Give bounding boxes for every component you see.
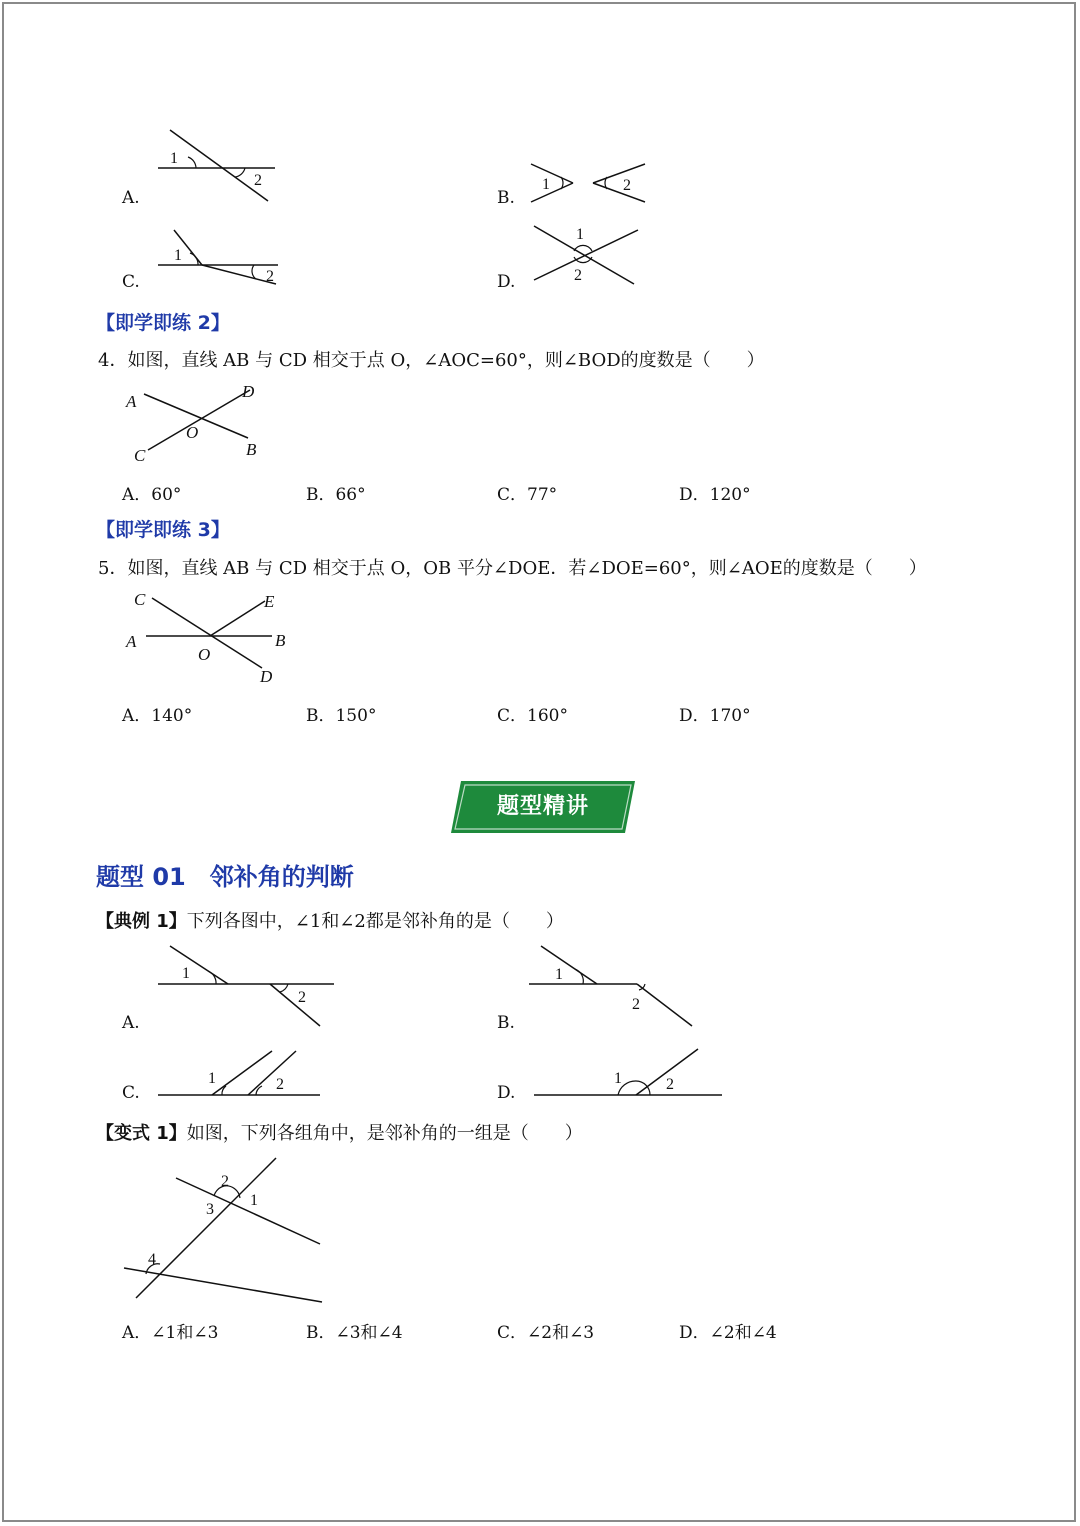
angle-label: 1 [250,1192,258,1209]
practice2-title: 【即学即练 2】 [96,312,230,334]
example1-option-d[interactable]: D. [497,1083,516,1103]
example1-figure-c [150,1045,325,1100]
angle-label: 1 [555,966,563,983]
variant1-option-d[interactable]: D．∠2和∠4 [679,1323,777,1343]
q3-option-c[interactable]: C. [122,272,140,292]
practice2-option-c[interactable]: C．77° [497,485,558,505]
point-label-b: B [275,631,286,650]
practice2-diagram [120,380,270,470]
angle-label: 1 [576,226,584,243]
practice2-question: 4．如图，直线 AB 与 CD 相交于点 O，∠AOC=60°，则∠BOD的度数是（ ） [98,350,765,371]
variant1-option-c[interactable]: C．∠2和∠3 [497,1323,595,1343]
practice3-diagram [120,588,300,688]
variant1-text: 如图，下列各组角中，是邻补角的一组是（ ） [186,1123,583,1144]
example1-tag: 【典例 1】 [96,911,187,932]
point-label-o: O [198,645,211,664]
variant1-diagram [120,1150,330,1305]
practice3-option-b[interactable]: B．150° [306,706,377,726]
example1-text: 下列各图中，∠1和∠2都是邻补角的是（ ） [186,911,564,932]
example1-option-a[interactable]: A. [122,1013,140,1033]
angle-label: 2 [266,268,274,285]
angle-label: 2 [666,1076,674,1093]
point-label-b: B [246,440,257,459]
variant1-option-a[interactable]: A．∠1和∠3 [122,1323,219,1343]
variant1-tag: 【变式 1】 [96,1123,187,1144]
example1-figure-a [150,940,345,1035]
angle-label: 3 [206,1201,214,1218]
angle-label: 1 [170,150,178,167]
variant1-option-b[interactable]: B．∠3和∠4 [306,1323,403,1343]
point-label-e: E [264,592,275,611]
practice3-title: 【即学即练 3】 [96,519,230,541]
q3-figure-a [150,125,290,210]
angle-label: 2 [221,1173,229,1190]
angle-label: 2 [632,996,640,1013]
point-label-c: C [134,590,146,609]
practice2-option-b[interactable]: B．66° [306,485,366,505]
q3-figure-c [150,225,290,290]
angle-label: 2 [254,172,262,189]
practice3-option-d[interactable]: D．170° [679,706,751,726]
angle-label: 4 [148,1251,156,1268]
q3-option-a[interactable]: A. [122,188,140,208]
section-banner-label: 题型精讲 [496,794,589,819]
angle-label: 2 [276,1076,284,1093]
practice3-question: 5．如图，直线 AB 与 CD 相交于点 O，OB 平分∠DOE．若∠DOE=60°，则∠AOE的度数是（ ） [98,558,927,579]
angle-label: 1 [182,965,190,982]
angle-label: 2 [574,267,582,284]
angle-label: 1 [542,176,550,193]
angle-label: 1 [208,1070,216,1087]
practice3-option-a[interactable]: A．140° [122,706,193,726]
point-label-c: C [134,446,146,465]
q3-option-b[interactable]: B. [497,188,515,208]
example1-figure-d [528,1045,728,1100]
q3-figure-d [528,220,643,290]
type01-heading: 题型 01 邻补角的判断 [96,863,354,891]
q3-option-d[interactable]: D. [497,272,516,292]
example1-option-b[interactable]: B. [497,1013,515,1033]
practice2-option-d[interactable]: D．120° [679,485,751,505]
q3-figure-b [525,158,655,208]
example1-line [96,907,564,933]
angle-label: 2 [623,177,631,194]
angle-label: 1 [174,247,182,264]
point-label-a: A [126,632,137,651]
point-label-o: O [186,423,199,442]
practice2-option-a[interactable]: A．60° [122,485,182,505]
angle-label: 2 [298,989,306,1006]
example1-option-c[interactable]: C. [122,1083,140,1103]
variant1-line [96,1119,583,1145]
practice3-option-c[interactable]: C．160° [497,706,568,726]
point-label-d: D [260,667,273,686]
point-label-d: D [242,382,255,401]
example1-figure-b [525,940,700,1035]
angle-label: 1 [614,1070,622,1087]
point-label-a: A [126,392,137,411]
